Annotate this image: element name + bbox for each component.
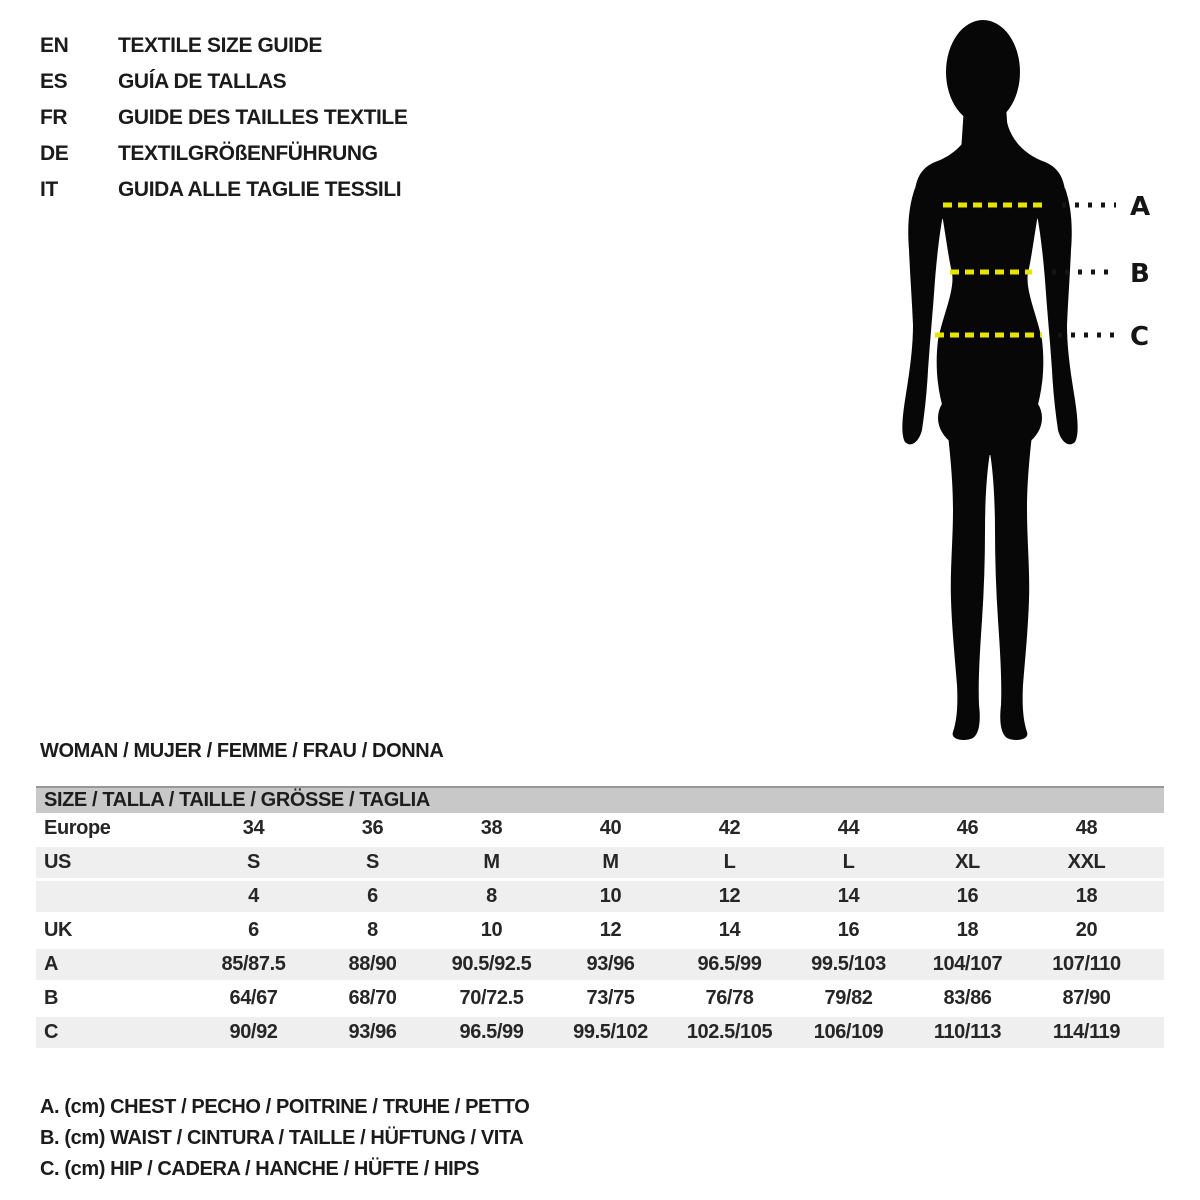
cell: 6 [313, 880, 432, 914]
cell: 79/82 [789, 982, 908, 1016]
cell: 14 [789, 880, 908, 914]
cell: 93/96 [313, 1016, 432, 1050]
cell: XL [908, 846, 1027, 880]
guide-title: TEXTILGRÖßENFÜHRUNG [118, 142, 378, 165]
table-row-europe [36, 813, 1164, 846]
size-table [36, 786, 1164, 1051]
cell: 99.5/102 [551, 1016, 670, 1050]
cell: 106/109 [789, 1016, 908, 1050]
guide-title: GUÍA DE TALLAS [118, 70, 287, 93]
measurement-figure [880, 10, 1160, 740]
row-label: C [36, 1016, 194, 1050]
cell: XXL [1027, 846, 1146, 880]
cell: 107/110 [1027, 948, 1146, 982]
language-title-block [40, 28, 407, 208]
language-row [40, 100, 407, 136]
measure-label-c: C [1130, 322, 1150, 352]
cell: S [194, 846, 313, 880]
measure-legend [40, 1092, 529, 1185]
cell: 34 [194, 813, 313, 846]
cell: 20 [1027, 914, 1146, 948]
cell: 104/107 [908, 948, 1027, 982]
woman-silhouette [902, 20, 1077, 740]
language-code: ES [40, 70, 68, 93]
table-row-us-numeric [36, 880, 1164, 914]
cell: 99.5/103 [789, 948, 908, 982]
cell: 10 [551, 880, 670, 914]
cell: 76/78 [670, 982, 789, 1016]
row-label: US [36, 846, 194, 880]
row-label [36, 880, 194, 914]
table-row-uk [36, 914, 1164, 948]
language-row [40, 136, 407, 172]
cell: 90/92 [194, 1016, 313, 1050]
language-row [40, 28, 407, 64]
cell: 36 [313, 813, 432, 846]
cell: 48 [1027, 813, 1146, 846]
cell: 8 [313, 914, 432, 948]
cell: 70/72.5 [432, 982, 551, 1016]
cell: 102.5/105 [670, 1016, 789, 1050]
woman-silhouette-svg [880, 10, 1160, 740]
size-table-header: SIZE / TALLA / TAILLE / GRÖSSE / TAGLIA [36, 786, 1164, 813]
row-label: B [36, 982, 194, 1016]
legend-hip: C. (cm) HIP / CADERA / HANCHE / HÜFTE / HIPS [40, 1158, 480, 1180]
cell: 83/86 [908, 982, 1027, 1016]
size-table-grid [36, 813, 1164, 1051]
cell: 114/119 [1027, 1016, 1146, 1050]
guide-title: TEXTILE SIZE GUIDE [118, 34, 322, 57]
cell: 88/90 [313, 948, 432, 982]
cell: M [551, 846, 670, 880]
cell: 46 [908, 813, 1027, 846]
cell: 96.5/99 [432, 1016, 551, 1050]
cell: 8 [432, 880, 551, 914]
cell: 14 [670, 914, 789, 948]
cell: 85/87.5 [194, 948, 313, 982]
cell: 87/90 [1027, 982, 1146, 1016]
cell: M [432, 846, 551, 880]
cell: 18 [908, 914, 1027, 948]
row-label: UK [36, 914, 194, 948]
row-label: A [36, 948, 194, 982]
language-code: DE [40, 142, 69, 165]
cell: 110/113 [908, 1016, 1027, 1050]
cell: 96.5/99 [670, 948, 789, 982]
cell: 44 [789, 813, 908, 846]
legend-waist: B. (cm) WAIST / CINTURA / TAILLE / HÜFTUNG / VITA [40, 1127, 524, 1149]
cell: S [313, 846, 432, 880]
measure-label-b: B [1130, 259, 1150, 289]
language-row [40, 172, 407, 208]
cell: 90.5/92.5 [432, 948, 551, 982]
cell: 64/67 [194, 982, 313, 1016]
language-row [40, 64, 407, 100]
row-label: Europe [36, 813, 194, 846]
cell: 42 [670, 813, 789, 846]
cell: 12 [551, 914, 670, 948]
cell: 38 [432, 813, 551, 846]
cell: 6 [194, 914, 313, 948]
cell: 18 [1027, 880, 1146, 914]
cell: 12 [670, 880, 789, 914]
section-heading-woman: WOMAN / MUJER / FEMME / FRAU / DONNA [40, 740, 444, 762]
table-row-us [36, 846, 1164, 880]
cell: 93/96 [551, 948, 670, 982]
table-row-hip-c [36, 1016, 1164, 1050]
legend-chest: A. (cm) CHEST / PECHO / POITRINE / TRUHE / PETTO [40, 1096, 530, 1118]
language-code: IT [40, 178, 58, 201]
cell: 16 [908, 880, 1027, 914]
cell: 16 [789, 914, 908, 948]
cell: 10 [432, 914, 551, 948]
language-code: EN [40, 34, 69, 57]
cell: 40 [551, 813, 670, 846]
cell: 4 [194, 880, 313, 914]
guide-title: GUIDA ALLE TAGLIE TESSILI [118, 178, 402, 201]
table-row-waist-b [36, 982, 1164, 1016]
measure-label-a: A [1130, 192, 1151, 222]
cell: L [789, 846, 908, 880]
language-code: FR [40, 106, 68, 129]
guide-title: GUIDE DES TAILLES TEXTILE [118, 106, 408, 129]
cell: 68/70 [313, 982, 432, 1016]
cell: L [670, 846, 789, 880]
cell: 73/75 [551, 982, 670, 1016]
table-row-chest-a [36, 948, 1164, 982]
